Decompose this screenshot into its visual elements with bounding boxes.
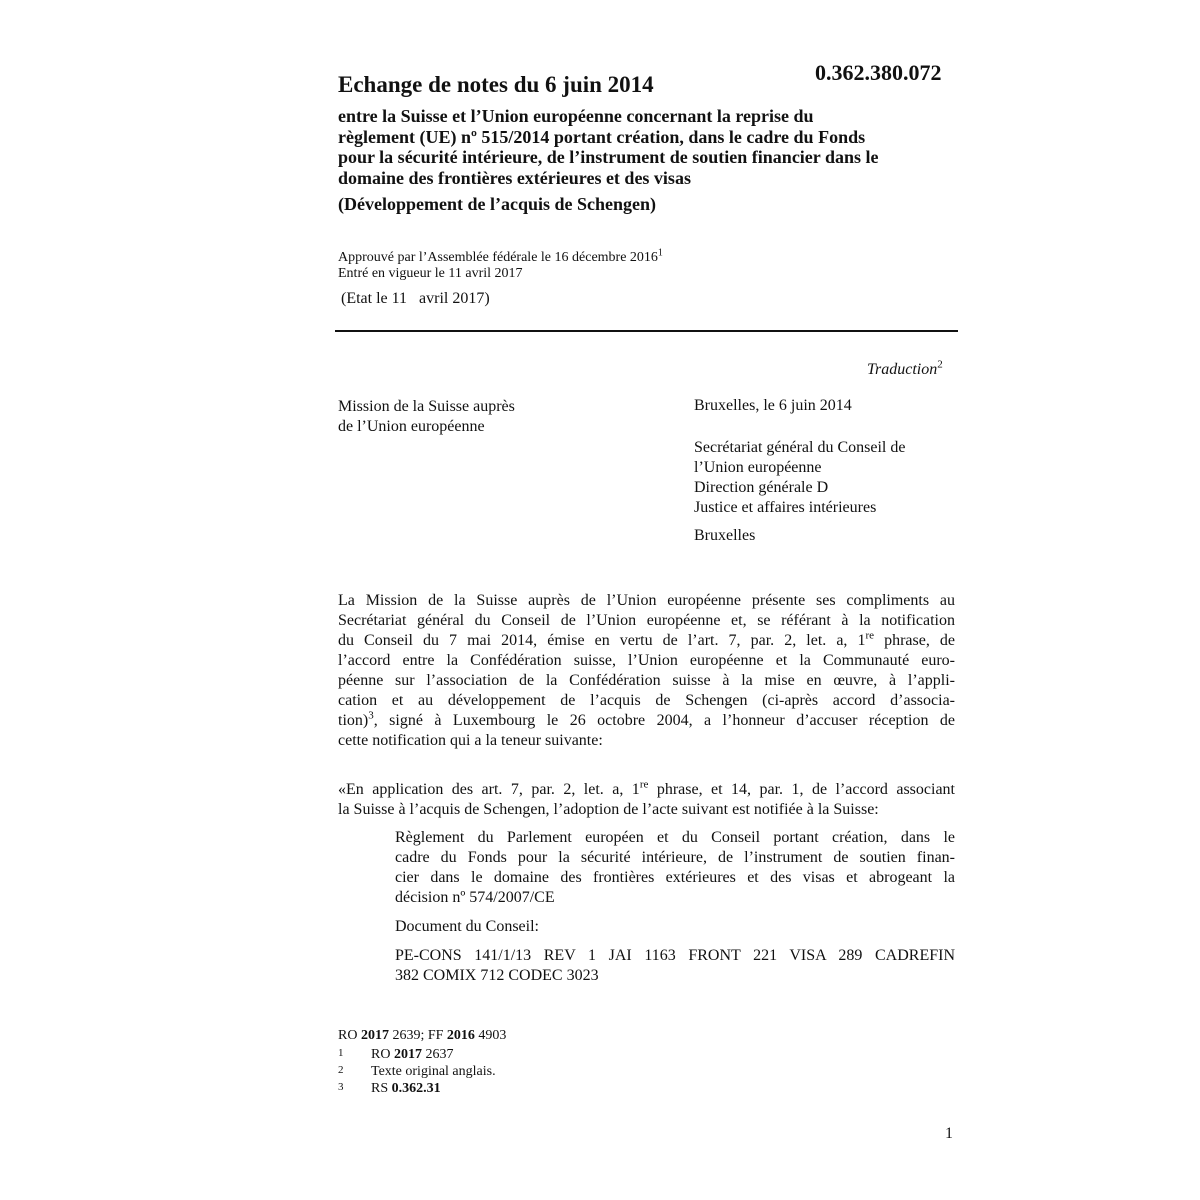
recipient-line: l’Union européenne	[694, 459, 822, 476]
text-line: PE-CONS 141/1/13 REV 1 JAI 1163 FRONT 221 VISA 289 CADREFIN	[395, 947, 955, 964]
sender-line: Mission de la Suisse auprès	[338, 398, 515, 415]
text-line: Secrétariat général du Conseil de l’Union européenne et, se référant à la notification	[338, 612, 955, 629]
text-line: cier dans le domaine des frontières extérieures et des visas et abrogeant la	[395, 869, 955, 886]
footnote	[338, 1080, 496, 1097]
page-number: 1	[945, 1125, 953, 1142]
development-heading: (Développement de l’acquis de Schengen)	[338, 194, 656, 214]
footnote	[338, 1063, 496, 1080]
text-line: cadre du Fonds pour la sécurité intérieure, de l’instrument de soutien finan-	[395, 849, 955, 866]
regulation-quote	[395, 828, 955, 908]
footnote-text: Texte original anglais.	[371, 1064, 496, 1079]
document-subtitle	[338, 106, 958, 188]
subtitle-line: domaine des frontières extérieures et des visas	[338, 167, 691, 188]
sender-block	[338, 397, 515, 437]
footnote-number: 3	[338, 1081, 344, 1093]
recipient-line: Secrétariat général du Conseil de	[694, 439, 906, 456]
document-code	[395, 946, 955, 986]
approval-line: Approuvé par l’Assemblée fédérale le 16 décembre 2016$^1$	[338, 247, 663, 265]
text-line: «En application des art. 7, par. 2, let. a, 1re phrase, et 14, par. 1, de l’accord associant	[338, 778, 956, 798]
place-date: Bruxelles, le 6 juin 2014	[694, 397, 852, 414]
subtitle-line: règlement (UE) nº 515/2014 portant création, dans le cadre du Fonds	[338, 126, 866, 147]
subtitle-line: pour la sécurité intérieure, de l’instrument de soutien financier dans le	[338, 147, 879, 167]
document-label: Document du Conseil:	[395, 918, 539, 935]
body-paragraph-2	[338, 780, 955, 820]
header-divider	[335, 330, 958, 332]
text-line: décision nº 574/2007/CE	[395, 889, 555, 906]
text-line: tion)$^3$, signé à Luxembourg le 26 octobre 2004, a l’honneur d’accuser réception de	[338, 709, 955, 729]
footnote-number: 1	[338, 1047, 344, 1059]
footnote-text: RO 2017 2637	[371, 1047, 454, 1062]
recipient-line: Direction générale D	[694, 479, 829, 496]
approval-info	[338, 247, 663, 282]
footnote-marker[interactable]: 3	[368, 709, 374, 722]
subtitle-line: entre la Suisse et l’Union européenne concernant la reprise du	[338, 106, 814, 126]
entry-into-force-line: Entré en vigueur le 11 avril 2017	[338, 266, 523, 281]
footnote-text: RS 0.362.31	[371, 1081, 441, 1096]
footnote-marker[interactable]: 1	[657, 247, 663, 259]
text-line: cation et au développement de l’acquis de Schengen (ci-après accord d’associa-	[338, 692, 955, 709]
text-line: du Conseil du 7 mai 2014, émise en vertu de l’art. 7, par. 2, let. a, 1re phrase, de	[338, 629, 956, 649]
footnote-number: 2	[338, 1064, 344, 1076]
text-line: 382 COMIX 712 CODEC 3023	[395, 967, 599, 984]
footnote-marker[interactable]: 2	[937, 358, 943, 371]
recipient-city: Bruxelles	[694, 527, 756, 544]
sender-line: de l’Union européenne	[338, 418, 485, 435]
text-line: Règlement du Parlement européen et du Conseil portant création, dans le	[395, 829, 955, 846]
document-reference-number: 0.362.380.072	[815, 60, 942, 85]
status-date: (Etat le 11 avril 2017)	[341, 290, 490, 307]
text-line: La Mission de la Suisse auprès de l’Union européenne présente ses compliments au	[338, 592, 955, 609]
publication-reference: RO 2017 2639; FF 2016 4903	[338, 1028, 507, 1043]
recipient-line: Justice et affaires intérieures	[694, 499, 877, 516]
body-paragraph-1	[338, 591, 955, 751]
translation-note: Traduction$^2$	[867, 358, 943, 378]
footnotes	[338, 1046, 496, 1097]
recipient-block	[694, 438, 905, 518]
text-line: cette notification qui a la teneur suivante:	[338, 732, 603, 749]
text-line: l’accord entre la Confédération suisse, l’Union européenne et la Communauté euro-	[338, 652, 955, 669]
text-line: péenne sur l’association de la Confédération suisse à la mise en œuvre, à l’appli-	[338, 672, 955, 689]
footnote	[338, 1046, 496, 1063]
text-line: la Suisse à l’acquis de Schengen, l’adoption de l’acte suivant est notifiée à la Suisse:	[338, 801, 879, 818]
document-title: Echange de notes du 6 juin 2014	[338, 72, 654, 97]
